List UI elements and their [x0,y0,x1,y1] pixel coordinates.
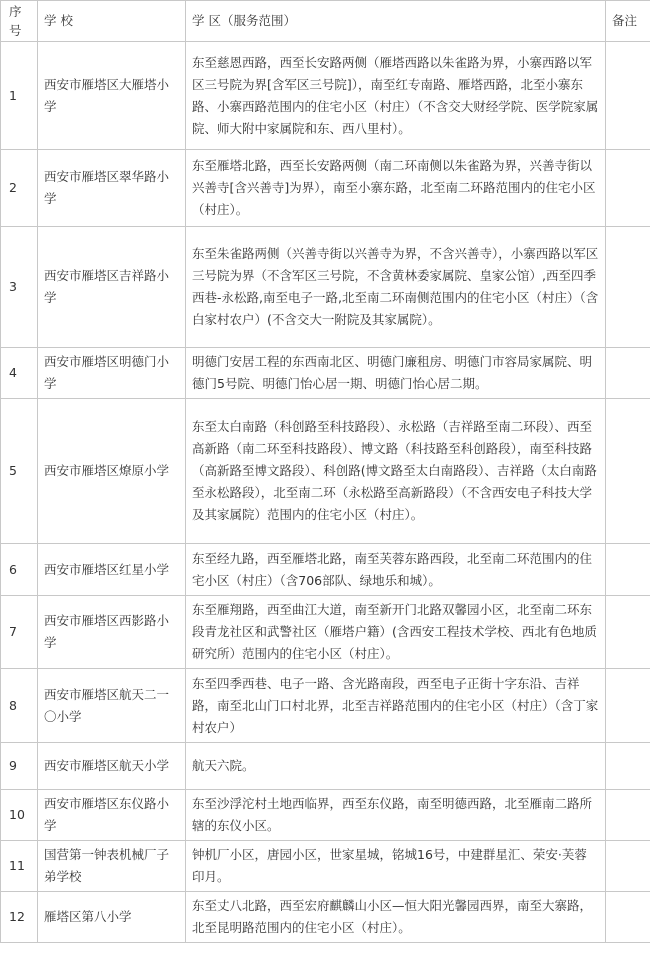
table-header-row [1,1,650,42]
row-number: 2 [1,150,38,227]
district-area: 东至沙浮沱村土地西临界，西至东仪路，南至明德西路，北至雁南二路所辖的东仪小区。 [186,790,606,841]
district-area: 东至四季西巷、电子一路、含光路南段，西至电子正街十字东沿、吉祥路，南至北山门口村北界，北至吉祥路范围内的住宅小区（村庄）（含丁家村农户） [186,669,606,743]
note-cell [606,399,650,544]
note-cell [606,743,650,790]
table-row [1,892,650,943]
note-cell [606,841,650,892]
table-row [1,669,650,743]
header-area: 学 区（服务范围） [186,1,606,42]
school-name: 西安市雁塔区翠华路小学 [38,150,186,227]
row-number: 5 [1,399,38,544]
note-cell [606,669,650,743]
row-number: 7 [1,596,38,669]
school-name: 雁塔区第八小学 [38,892,186,943]
district-area: 东至雁翔路，西至曲江大道，南至新开门北路双馨园小区，北至南二环东段青龙社区和武警社区（雁塔户籍）(含西安工程技术学校、西北有色地质研究所）范围内的住宅小区（村庄）。 [186,596,606,669]
district-area: 东至雁塔北路，西至长安路两侧（南二环南侧以朱雀路为界，兴善寺街以兴善寺[含兴善寺]为界），南至小寨东路，北至南二环路范围内的住宅小区（村庄）。 [186,150,606,227]
table-row [1,544,650,596]
row-number: 1 [1,42,38,150]
school-name: 西安市雁塔区红星小学 [38,544,186,596]
school-name: 西安市雁塔区燎原小学 [38,399,186,544]
district-area: 东至丈八北路，西至宏府麒麟山小区—恒大阳光馨园西界，南至大寨路，北至昆明路范围内的住宅小区（村庄）。 [186,892,606,943]
district-area: 明德门安居工程的东西南北区、明德门廉租房、明德门市容局家属院、明德门5号院、明德门怡心居一期、明德门怡心居二期。 [186,348,606,399]
note-cell [606,42,650,150]
school-name: 西安市雁塔区大雁塔小学 [38,42,186,150]
header-note: 备注 [606,1,650,42]
table-row [1,399,650,544]
school-name: 西安市雁塔区西影路小学 [38,596,186,669]
school-name: 西安市雁塔区航天小学 [38,743,186,790]
district-area: 钟机厂小区，唐园小区，世家星城，铭城16号，中建群星汇、荣安·芙蓉印月。 [186,841,606,892]
school-name: 国营第一钟表机械厂子弟学校 [38,841,186,892]
district-area: 东至太白南路（科创路至科技路段）、永松路（吉祥路至南二环段）、西至高新路（南二环至科技路段）、博文路（科技路至科创路段），南至科技路（高新路至博文路段）、科创路(博文路至太白南路段）、吉祥路（太白南路至永松路段），北至南二环（永松路至高新路段）（不含西安电子科技大学及其家属院）范围内的住宅小区（村庄）。 [186,399,606,544]
row-number: 6 [1,544,38,596]
note-cell [606,227,650,348]
row-number: 10 [1,790,38,841]
table-row [1,348,650,399]
district-area: 航天六院。 [186,743,606,790]
note-cell [606,790,650,841]
table-row [1,42,650,150]
row-number: 9 [1,743,38,790]
school-name: 西安市雁塔区航天二一〇小学 [38,669,186,743]
school-name: 西安市雁塔区明德门小学 [38,348,186,399]
header-no: 序号 [1,1,38,42]
note-cell [606,544,650,596]
note-cell [606,892,650,943]
district-area: 东至经九路，西至雁塔北路，南至芙蓉东路西段，北至南二环范围内的住宅小区（村庄）（含706部队、绿地乐和城）。 [186,544,606,596]
note-cell [606,348,650,399]
school-name: 西安市雁塔区东仪路小学 [38,790,186,841]
table-row [1,743,650,790]
row-number: 11 [1,841,38,892]
district-area: 东至朱雀路两侧（兴善寺街以兴善寺为界，不含兴善寺），小寨西路以军区三号院为界（不含军区三号院，不含黄林委家属院、皇家公馆）,西至四季西巷-永松路,南至电子一路,北至南二环南侧范围内的住宅小区（村庄）（含白家村农户）(不含交大一附院及其家属院）。 [186,227,606,348]
table-row [1,596,650,669]
district-area: 东至慈恩西路，西至长安路两侧（雁塔西路以朱雀路为界，小寨西路以军区三号院为界[含军区三号院]），南至红专南路、雁塔西路，北至小寨东路、小寨西路范围内的住宅小区（村庄）（不含交大财经学院、医学院家属院、师大附中家属院和东、西八里村）。 [186,42,606,150]
row-number: 12 [1,892,38,943]
row-number: 4 [1,348,38,399]
school-name: 西安市雁塔区吉祥路小学 [38,227,186,348]
row-number: 3 [1,227,38,348]
table-row [1,790,650,841]
note-cell [606,596,650,669]
note-cell [606,150,650,227]
table-row [1,227,650,348]
header-school: 学 校 [38,1,186,42]
table-row [1,841,650,892]
table-row [1,150,650,227]
row-number: 8 [1,669,38,743]
